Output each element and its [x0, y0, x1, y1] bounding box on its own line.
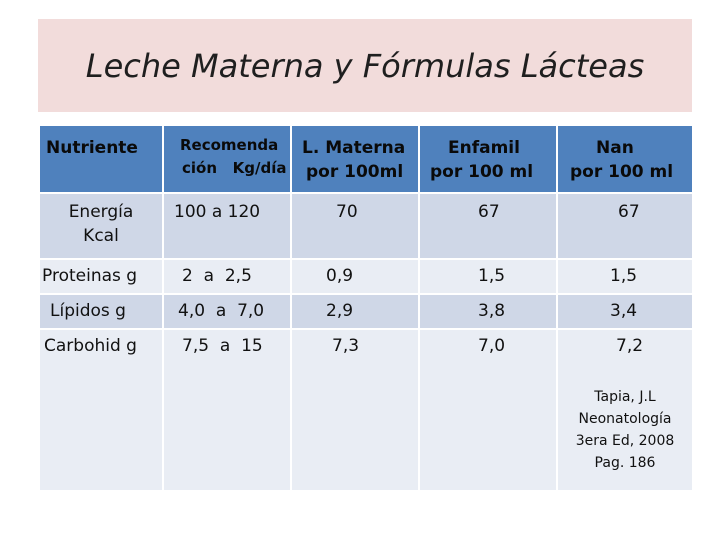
header-recomendacion-line2: ción Kg/día: [182, 159, 287, 177]
header-materna-line2: por 100ml: [306, 162, 404, 182]
table-row: [39, 259, 693, 294]
table-row: [39, 193, 693, 259]
header-nan: [557, 126, 693, 193]
reference-book: Neonatología: [578, 411, 672, 427]
header-enfamil-line1: Enfamil: [448, 138, 520, 158]
cell-materna: 7,3: [291, 329, 419, 491]
cell-recomendacion: 4,0 a 7,0: [163, 294, 291, 329]
cell-enfamil: 67: [419, 193, 557, 259]
slide-title: Leche Materna y Fórmulas Lácteas: [85, 46, 645, 85]
cell-recomendacion: 100 a 120: [163, 193, 291, 259]
header-materna: [291, 126, 419, 193]
cell-nutriente: [39, 193, 163, 259]
cell-materna: 2,9: [291, 294, 419, 329]
cell-nan: 3,4: [557, 294, 693, 329]
cell-nan: 67: [557, 193, 693, 259]
cell-recomendacion: 2 a 2,5: [163, 259, 291, 294]
header-nutriente-label: Nutriente: [46, 138, 138, 158]
header-enfamil: [419, 126, 557, 193]
header-nan-line2: por 100 ml: [570, 162, 674, 182]
cell-nutriente: Proteinas g: [39, 259, 163, 294]
header-nutriente: [39, 126, 163, 193]
table-row: [39, 294, 693, 329]
cell-enfamil: 1,5: [419, 259, 557, 294]
cell-nutriente: Lípidos g: [39, 294, 163, 329]
cell-nan: 1,5: [557, 259, 693, 294]
cell-enfamil: 3,8: [419, 294, 557, 329]
reference-edition: 3era Ed, 2008: [575, 433, 675, 449]
reference-page: Pag. 186: [594, 455, 656, 471]
reference-author: Tapia, J.L: [594, 389, 656, 405]
nutrition-table: [38, 126, 694, 492]
reference-note: [558, 386, 692, 474]
header-nan-line1: Nan: [596, 138, 634, 158]
table-row: [39, 329, 693, 491]
cell-enfamil: 7,0: [419, 329, 557, 491]
cell-materna: 0,9: [291, 259, 419, 294]
cell-nutriente-line2: Kcal: [83, 226, 119, 246]
cell-recomendacion: 7,5 a 15: [163, 329, 291, 491]
cell-nutriente: Carbohid g: [39, 329, 163, 491]
header-recomendacion: [163, 126, 291, 193]
cell-nutriente-line1: Energía: [68, 202, 134, 222]
cell-materna: 70: [291, 193, 419, 259]
cell-nan: 7,2 Tapia, J.L Neonatología 3era Ed, 2008 Pag. 186: [557, 329, 693, 491]
header-materna-line1: L. Materna: [302, 138, 406, 158]
header-recomendacion-line1: Recomenda: [180, 136, 279, 154]
table-header-row: [39, 126, 693, 193]
header-enfamil-line2: por 100 ml: [430, 162, 534, 182]
